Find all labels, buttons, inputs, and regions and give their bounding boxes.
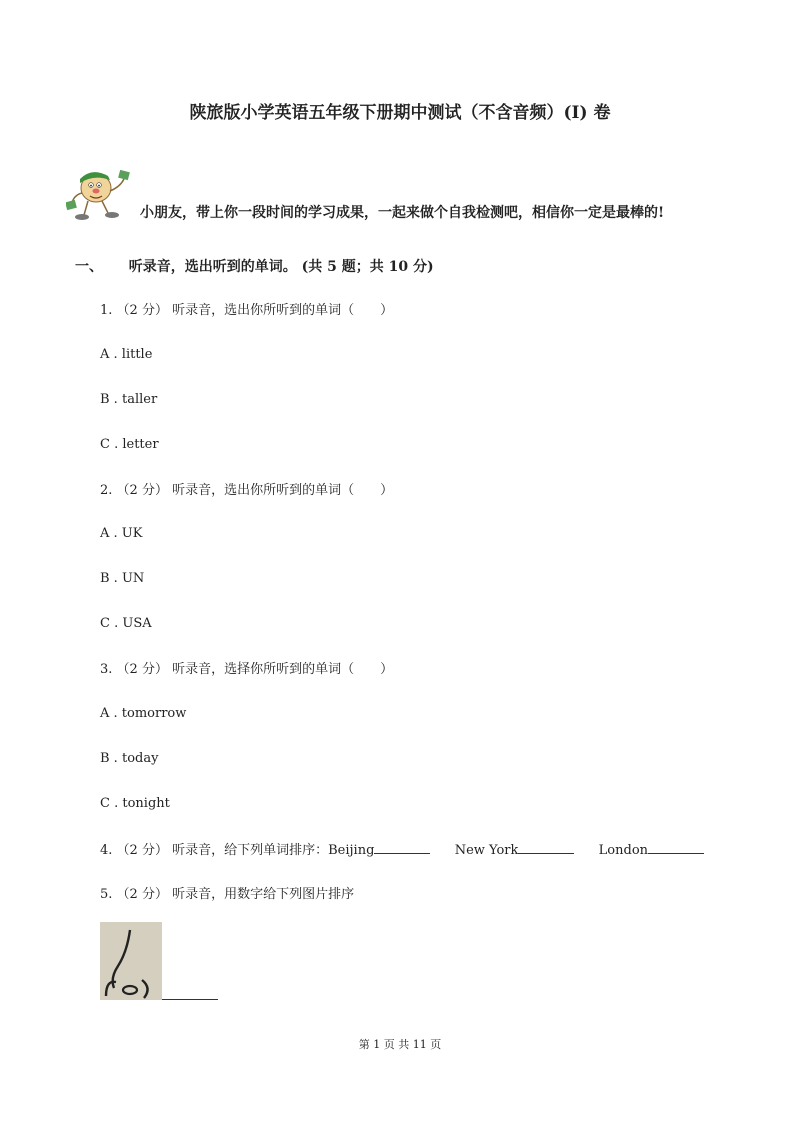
question-number: 3. [100, 662, 113, 677]
question-5 [100, 883, 354, 902]
option-2a[interactable]: A . UK [100, 526, 143, 541]
option-3a[interactable]: A . tomorrow [100, 706, 187, 721]
question-number: 4. [100, 843, 113, 858]
option-2c[interactable]: C . USA [100, 616, 152, 631]
question-4 [100, 839, 704, 858]
question-points: （2 分） [116, 483, 168, 498]
question-text: 听录音，用数字给下列图片排序 [172, 887, 355, 902]
question-number: 5. [100, 887, 113, 902]
question-number: 1. [100, 303, 113, 318]
option-1b[interactable]: B . taller [100, 392, 158, 407]
answer-blank[interactable] [162, 987, 218, 1000]
option-2b[interactable]: B . UN [100, 571, 145, 586]
word-beijing: Beijing [328, 843, 375, 858]
question-points: （2 分） [116, 887, 168, 902]
question-text: 听录音，选出你所听到的单词（ ） [172, 303, 394, 318]
page-footer: 第 1 页 共 11 页 [358, 1038, 442, 1051]
option-3b[interactable]: B . today [100, 751, 159, 766]
word-new-york: New York [454, 843, 519, 858]
option-1c[interactable]: C . letter [100, 437, 159, 452]
question-2 [100, 479, 393, 498]
cartoon-boy-mascot-icon [66, 165, 130, 223]
question-1 [100, 299, 393, 318]
question-number: 2. [100, 483, 113, 498]
answer-blank[interactable] [518, 841, 574, 854]
question-text: 听录音，给下列单词排序： [172, 843, 329, 858]
section-number: 一、 [75, 259, 103, 275]
question-text: 听录音，选出你所听到的单词（ ） [172, 483, 394, 498]
section-title: 听录音，选出听到的单词。 (共 5 题；共 10 分) [128, 259, 434, 275]
question-points: （2 分） [116, 303, 168, 318]
page-title: 陕旅版小学英语五年级下册期中测试（不含音频）(I) 卷 [189, 103, 611, 123]
intro-text: 小朋友，带上你一段时间的学习成果，一起来做个自我检测吧，相信你一定是最棒的! [140, 205, 665, 221]
option-1a[interactable]: A . little [100, 347, 153, 362]
nose-sketch-picture [100, 922, 162, 1000]
question-points: （2 分） [116, 843, 168, 858]
answer-blank[interactable] [648, 841, 704, 854]
question-points: （2 分） [116, 662, 168, 677]
word-london: London [598, 843, 649, 858]
section-heading [75, 256, 434, 276]
question-3 [100, 658, 393, 677]
option-3c[interactable]: C . tonight [100, 796, 170, 811]
answer-blank[interactable] [374, 841, 430, 854]
question-text: 听录音，选择你所听到的单词（ ） [172, 662, 394, 677]
